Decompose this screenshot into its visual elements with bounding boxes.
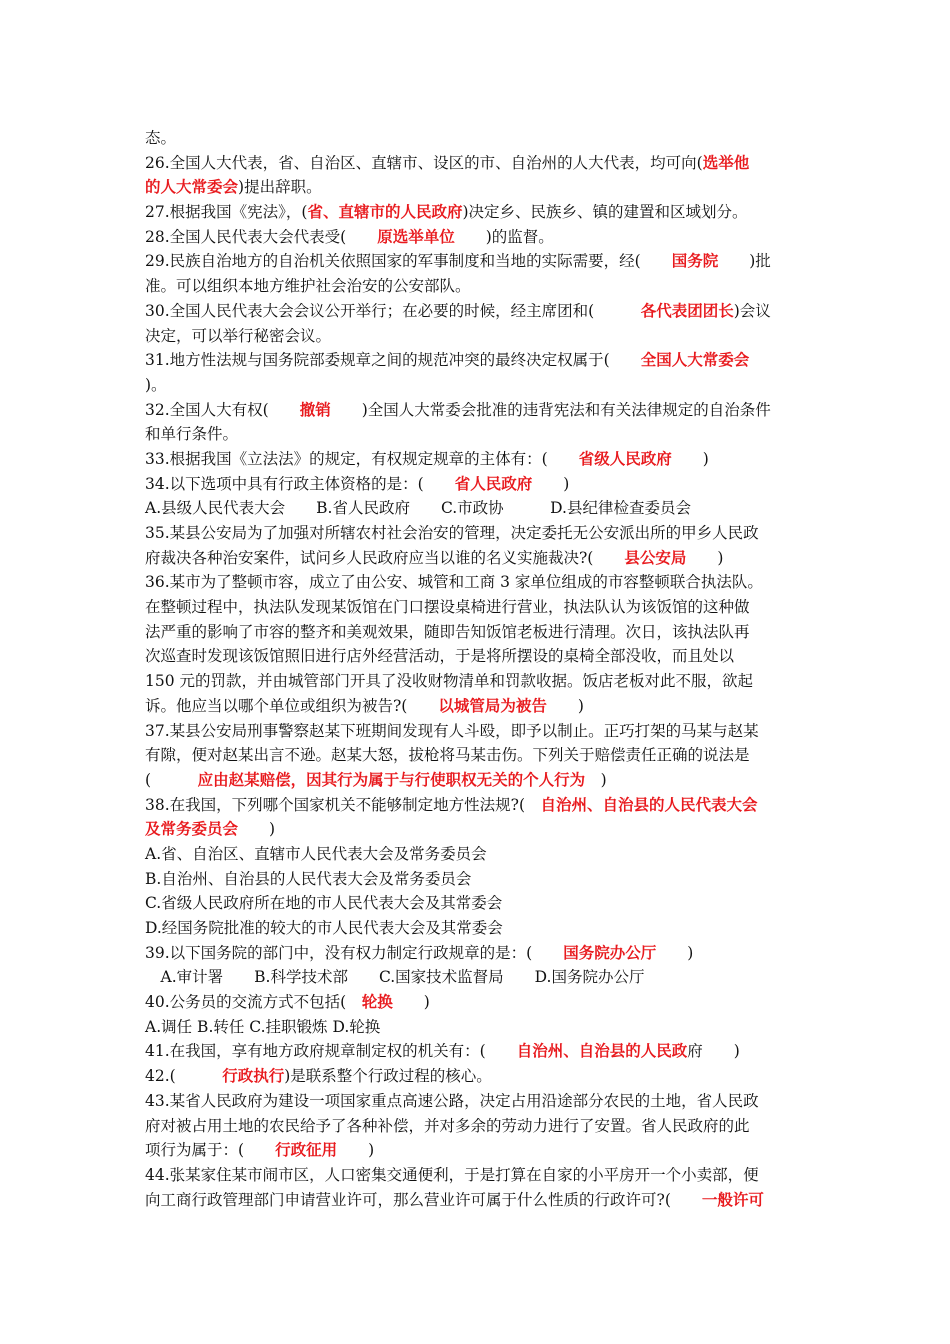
question-text: 41.在我国，享有地方政府规章制定权的机关有：( <box>145 1042 517 1061</box>
text-line <box>145 126 813 151</box>
question-text: A.省、自治区、直辖市人民代表大会及常务委员会 <box>145 844 487 863</box>
text-line <box>145 398 813 423</box>
text-line <box>145 348 813 373</box>
answer-text: 行政征用 <box>275 1141 338 1160</box>
question-text: 向工商行政管理部门申请营业许可，那么营业许可属于什么性质的行政许可?( <box>145 1190 702 1209</box>
text-line <box>145 595 813 620</box>
question-text: ) <box>656 943 694 962</box>
text-line <box>145 719 813 744</box>
question-text: 府裁决各种治安案件，试问乡人民政府应当以谁的名义实施裁决?( <box>145 548 625 567</box>
answer-text: 省级人民政府 <box>578 449 672 468</box>
question-text: 诉。他应当以哪个单位或组织为被告?( <box>145 696 439 715</box>
text-line <box>145 694 813 719</box>
question-text: 150 元的罚款，并由城管部门开具了没收财物清单和罚款收据。饭店老板对此不服，欲起 <box>145 672 754 691</box>
text-line <box>145 768 813 793</box>
question-text: 40.公务员的交流方式不包括( <box>145 993 362 1012</box>
answer-text: 国务院办公厅 <box>563 943 657 962</box>
text-line <box>145 472 813 497</box>
question-text: 42.( <box>145 1067 223 1086</box>
question-text: 态。 <box>145 129 177 147</box>
text-line <box>145 990 813 1015</box>
question-text: 次巡查时发现该饭馆照旧进行店外经营活动，于是将所摆设的桌椅全部没收，而且处以 <box>145 647 735 666</box>
question-text: 府对被占用土地的农民给予了各种补偿，并对多余的劳动力进行了安置。省人民政府的此 <box>145 1116 750 1135</box>
question-text: 31.地方性法规与国务院部委规章之间的规范冲突的最终决定权属于( <box>145 351 641 370</box>
question-text: ) <box>546 696 584 715</box>
question-text: )会议 <box>733 301 771 320</box>
question-text: B.自治州、自治县的人民代表大会及常务委员会 <box>145 869 472 888</box>
question-text: )是联系整个行政过程的核心。 <box>284 1067 492 1086</box>
question-text: A.调任 B.转任 C.挂职锻炼 D.轮换 <box>145 1017 381 1036</box>
answer-text: 自治州、自治县的人民政 <box>516 1042 688 1061</box>
question-text: ) <box>337 1141 375 1160</box>
text-line <box>145 373 813 398</box>
answer-text: 县公安局 <box>624 548 687 567</box>
answer-text: 轮换 <box>361 993 393 1012</box>
text-line <box>145 570 813 595</box>
question-text: 43.某省人民政府为建设一项国家重点高速公路，决定占用沿途部分农民的土地，省人民政 <box>145 1091 759 1110</box>
text-line <box>145 447 813 472</box>
question-text: )的监督。 <box>454 227 554 246</box>
answer-text: 各代表团团长 <box>640 301 734 320</box>
question-text: 38.在我国，下列哪个国家机关不能够制定地方性法规?( <box>145 795 541 814</box>
text-line <box>145 1015 813 1040</box>
question-text: ) <box>671 449 709 468</box>
text-line <box>145 1064 813 1089</box>
question-text: )批 <box>718 252 771 271</box>
question-text: ) <box>238 820 276 839</box>
text-line <box>145 941 813 966</box>
question-text: 和单行条件。 <box>145 425 239 444</box>
question-text: ) <box>585 770 607 789</box>
text-line <box>145 817 813 842</box>
question-text: 在整顿过程中，执法队发现某饭馆在门口摆设桌椅进行营业，执法队认为该饭馆的这种做 <box>145 598 750 617</box>
question-text: A.县级人民代表大会 B.省人民政府 C.市政协 D.县纪律检查委员会 <box>145 499 691 518</box>
question-text: 36.某市为了整顿市容，成立了由公安、城管和工商 3 家单位组成的市容整顿联合执法队。 <box>145 573 763 592</box>
question-text: 法严重的影响了市容的整齐和美观效果，随即告知饭馆老板进行清理。次日，该执法队再 <box>145 622 750 641</box>
question-text: 44.张某家住某市闹市区，人口密集交通便利，于是打算在自家的小平房开一个小卖部，便 <box>145 1165 759 1184</box>
text-line <box>145 793 813 818</box>
text-line <box>145 151 813 176</box>
text-line <box>145 743 813 768</box>
question-text: 26.全国人大代表，省、自治区、直辖市、设区的市、自治州的人大代表，均可向( <box>145 153 703 172</box>
answer-text: 以城管局为被告 <box>438 696 547 715</box>
text-line <box>145 669 813 694</box>
text-line <box>145 1188 813 1213</box>
text-line <box>145 891 813 916</box>
text-line <box>145 620 813 645</box>
answer-text: 及常务委员会 <box>145 820 239 839</box>
question-text: 准。可以组织本地方维护社会治安的公安部队。 <box>145 277 471 296</box>
text-line <box>145 867 813 892</box>
answer-text: 省、直辖市的人民政府 <box>307 203 463 222</box>
text-line <box>145 1089 813 1114</box>
answer-text: 国务院 <box>671 252 719 271</box>
answer-text: 省人民政府 <box>454 474 533 493</box>
question-text: ) <box>686 548 724 567</box>
text-line <box>145 249 813 274</box>
text-line <box>145 521 813 546</box>
question-text: )提出辞职。 <box>238 178 322 197</box>
question-text: 28.全国人民代表大会代表受( <box>145 227 378 246</box>
question-text: )。 <box>145 375 167 394</box>
text-line <box>145 1163 813 1188</box>
text-line <box>145 299 813 324</box>
document-page <box>145 126 813 1212</box>
text-line <box>145 1114 813 1139</box>
answer-text: 的人大常委会 <box>145 178 239 197</box>
text-line <box>145 274 813 299</box>
question-text: 项行为属于：( <box>145 1141 276 1160</box>
question-text: 39.以下国务院的部门中，没有权力制定行政规章的是：( <box>145 943 564 962</box>
question-text: 32.全国人大有权( <box>145 400 300 419</box>
answer-text: 自治州、自治县的人民代表大会 <box>540 795 758 814</box>
text-line <box>145 1039 813 1064</box>
text-line <box>145 842 813 867</box>
text-line <box>145 200 813 225</box>
question-text: )全国人大常委会批准的违背宪法和有关法律规定的自治条件 <box>330 400 771 419</box>
question-text: 府 ) <box>687 1042 740 1061</box>
question-text: 34.以下选项中具有行政主体资格的是：( <box>145 474 455 493</box>
text-line <box>145 1138 813 1163</box>
question-text: 37.某县公安局刑事警察赵某下班期间发现有人斗殴，即予以制止。正巧打架的马某与赵某 <box>145 721 759 740</box>
answer-text: 撤销 <box>299 400 331 419</box>
question-text: ) <box>392 993 430 1012</box>
question-text: C.省级人民政府所在地的市人民代表大会及其常委会 <box>145 894 503 913</box>
text-line <box>145 965 813 990</box>
question-text: 决定，可以举行秘密会议。 <box>145 326 332 345</box>
text-line <box>145 225 813 250</box>
answer-text: 行政执行 <box>222 1067 285 1086</box>
question-text: 29.民族自治地方的自治机关依照国家的军事制度和当地的实际需要，经( <box>145 252 672 271</box>
question-text: )决定乡、民族乡、镇的建置和区域划分。 <box>462 203 748 222</box>
text-line <box>145 175 813 200</box>
text-line <box>145 422 813 447</box>
question-text: ) <box>532 474 570 493</box>
question-text: 30.全国人民代表大会会议公开举行；在必要的时候，经主席团和( <box>145 301 641 320</box>
text-line <box>145 546 813 571</box>
text-line <box>145 644 813 669</box>
text-line <box>145 496 813 521</box>
question-text: D.经国务院批准的较大的市人民代表大会及其常委会 <box>145 919 503 937</box>
question-text: 有隙，便对赵某出言不逊。赵某大怒，拔枪将马某击伤。下列关于赔偿责任正确的说法是 <box>145 746 750 765</box>
answer-text: 一般许可 <box>701 1190 764 1209</box>
question-text: 27.根据我国《宪法》，( <box>145 203 308 222</box>
answer-text: 原选举单位 <box>377 227 455 246</box>
answer-text: 全国人大常委会 <box>640 351 750 370</box>
answer-text: 选举他 <box>702 153 750 172</box>
question-text: 33.根据我国《立法法》的规定，有权规定规章的主体有：( <box>145 449 579 468</box>
question-text: A.审计署 B.科学技术部 C.国家技术监督局 D.国务院办公厅 <box>145 968 645 987</box>
answer-text: 应由赵某赔偿，因其行为属于与行使职权无关的个人行为 <box>197 770 586 789</box>
question-text: ( <box>145 770 198 789</box>
question-text: 35.某县公安局为了加强对所辖农村社会治安的管理，决定委托无公安派出所的甲乡人民政 <box>145 524 759 542</box>
text-line <box>145 324 813 349</box>
text-line <box>145 916 813 941</box>
